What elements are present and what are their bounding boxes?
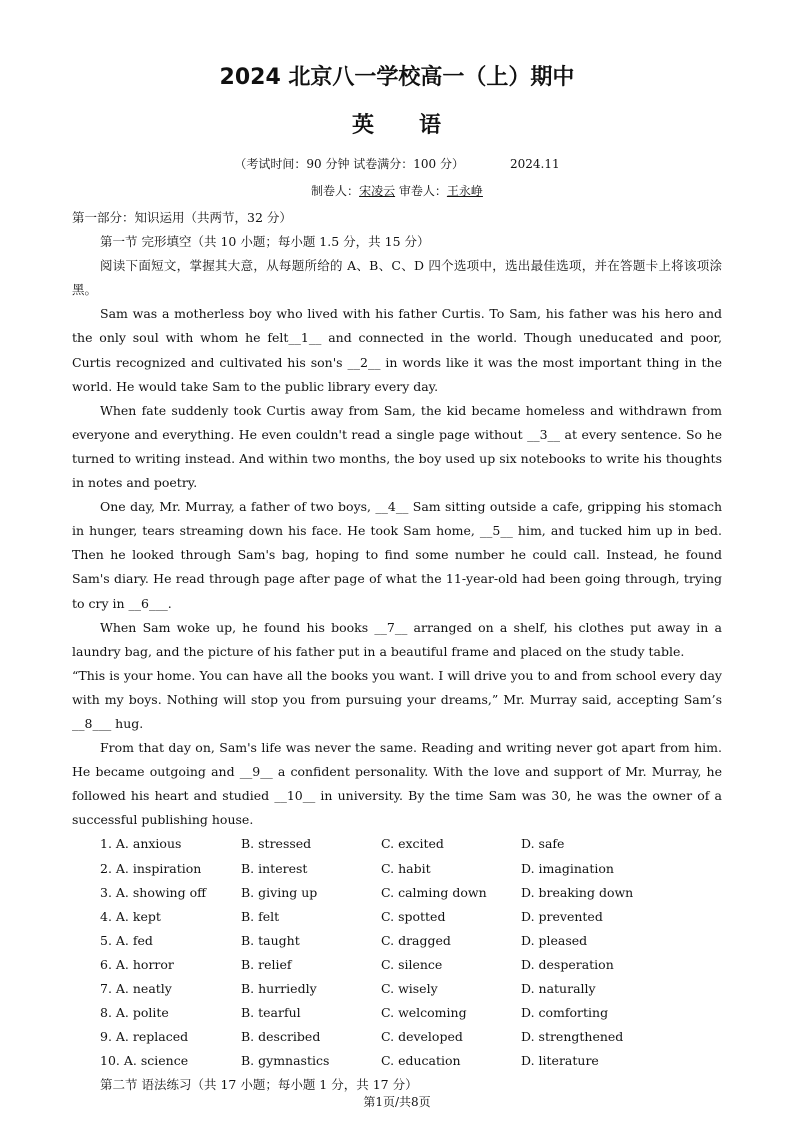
- option-a: 1. A. anxious: [100, 836, 182, 852]
- option-b: B. stressed: [241, 836, 312, 852]
- option-c: C. dragged: [381, 932, 451, 948]
- option-a: 5. A. fed: [100, 932, 153, 948]
- option-row: [100, 1025, 722, 1049]
- option-d: D. breaking down: [521, 884, 634, 900]
- option-d: D. literature: [521, 1053, 599, 1069]
- option-row: [100, 857, 722, 881]
- exam-info-line: [0, 155, 794, 172]
- option-row: [100, 832, 722, 856]
- option-c: C. habit: [381, 860, 431, 876]
- option-c: C. calming down: [381, 884, 487, 900]
- option-c: C. excited: [381, 836, 444, 852]
- option-d: D. naturally: [521, 981, 596, 996]
- option-row: [100, 905, 722, 929]
- option-d: D. pleased: [521, 932, 588, 948]
- section2-title: 第二节 语法练习（共 17 小题；每小题 1 分，共 17 分）: [100, 1077, 418, 1093]
- exam-title: 2024 北京八一学校高一（上）期中: [219, 65, 575, 90]
- option-b: B. described: [241, 1029, 321, 1045]
- option-row: [100, 1049, 722, 1073]
- option-row: [100, 929, 722, 953]
- exam-content: [72, 206, 722, 1097]
- option-d: D. desperation: [521, 956, 614, 972]
- option-row: [100, 1001, 722, 1025]
- options-list: [72, 832, 722, 1073]
- option-a: 6. A. horror: [100, 956, 174, 972]
- option-a: 4. A. kept: [100, 908, 161, 924]
- authors-line: [0, 182, 794, 199]
- option-row: [100, 977, 722, 1001]
- subject-title: [0, 108, 794, 139]
- option-a: 8. A. polite: [100, 1005, 169, 1021]
- reviewer-label: 审卷人：: [398, 184, 447, 198]
- option-a: 3. A. showing off: [100, 884, 206, 900]
- option-a: 7. A. neatly: [100, 981, 172, 996]
- subject-char-2: 语: [419, 113, 443, 138]
- option-row: [100, 953, 722, 977]
- maker-name: 宋凌云: [359, 184, 396, 198]
- option-b: B. hurriedly: [241, 981, 317, 996]
- passage-paragraph-6: From that day on, Sam's life was never the same. Reading and writing never got apart from him. He became outgoing and __9__ a confident personality. With the love and support of Mr. Murray, he followed his heart and studied __10__ in university. By the time Sam was 30, he was the owner of a successful publishing house.: [72, 740, 722, 828]
- subject-char-1: 英: [351, 113, 375, 138]
- option-d: D. strengthened: [521, 1029, 624, 1045]
- reviewer-name: 王永峥: [446, 184, 483, 198]
- option-b: B. interest: [241, 860, 308, 876]
- option-b: B. giving up: [241, 884, 318, 900]
- option-b: B. tearful: [241, 1005, 301, 1021]
- passage-paragraph-2: When fate suddenly took Curtis away from Sam, the kid became homeless and withdrawn from everyone and everything. He even couldn't read a single page without __3__ at every sentence. So he turned to writing instead. And within two months, the boy used up six notebooks to write his thoughts in notes and poetry.: [72, 402, 722, 491]
- option-d: D. imagination: [521, 860, 614, 876]
- option-b: B. gymnastics: [241, 1053, 330, 1069]
- option-d: D. safe: [521, 836, 565, 852]
- option-a: 10. A. science: [100, 1053, 189, 1069]
- option-a: 9. A. replaced: [100, 1029, 189, 1045]
- option-c: C. spotted: [381, 908, 446, 924]
- part1-title: 第一部分：知识运用（共两节，32 分）: [72, 210, 292, 225]
- option-b: B. taught: [241, 932, 300, 948]
- option-c: C. wisely: [381, 981, 438, 996]
- exam-date: 2024.11: [510, 157, 560, 171]
- passage-paragraph-3: One day, Mr. Murray, a father of two boys, __4__ Sam sitting outside a cafe, gripping his stomach in hunger, tears streaming down his face. He took Sam home, __5__ him, and tucked him up in bed. Then he looked through Sam's bag, hoping to find some number he could call. Instead, he found Sam's diary. He read through page after page of what the 11-year-old had been going through, trying to cry in __6___.: [72, 499, 722, 611]
- passage-paragraph-5: “This is your home. You can have all the books you want. I will drive you to and from school every day with my boys. Nothing will stop you from pursuing your dreams,” Mr. Murray said, accepting Sam’s __8___ hug.: [72, 667, 722, 731]
- option-c: C. welcoming: [381, 1005, 467, 1021]
- section1-title: 第一节 完形填空（共 10 小题；每小题 1.5 分，共 15 分）: [100, 234, 430, 250]
- option-c: C. education: [381, 1053, 461, 1069]
- maker-label: 制卷人：: [311, 184, 360, 198]
- instructions: 阅读下面短文，掌握其大意，从每题所给的 A、B、C、D 四个选项中，选出最佳选项，并在答题卡上将该项涂黑。: [72, 258, 722, 298]
- page-number: 第1页/共8页: [363, 1095, 431, 1109]
- exam-info: （考试时间：90 分钟 试卷满分：100 分）: [234, 157, 464, 171]
- option-row: [100, 881, 722, 905]
- passage-paragraph-1: Sam was a motherless boy who lived with his father Curtis. To Sam, his father was his hero and the only soul with whom he felt__1__ and connected in the world. Though uneducated and poor, Curtis recognized and cultivated his son's __2__ in words like it was the most important thing in the world. He would take Sam to the public library every day.: [72, 306, 722, 394]
- option-d: D. prevented: [521, 908, 603, 924]
- option-c: C. silence: [381, 956, 443, 972]
- passage-paragraph-4: When Sam woke up, he found his books __7__ arranged on a shelf, his clothes put away in a laundry bag, and the picture of his father put in a beautiful frame and placed on the study table.: [72, 619, 722, 659]
- option-b: B. felt: [241, 908, 280, 924]
- option-d: D. comforting: [521, 1005, 609, 1021]
- option-c: C. developed: [381, 1029, 463, 1045]
- option-a: 2. A. inspiration: [100, 860, 202, 876]
- option-b: B. relief: [241, 956, 292, 972]
